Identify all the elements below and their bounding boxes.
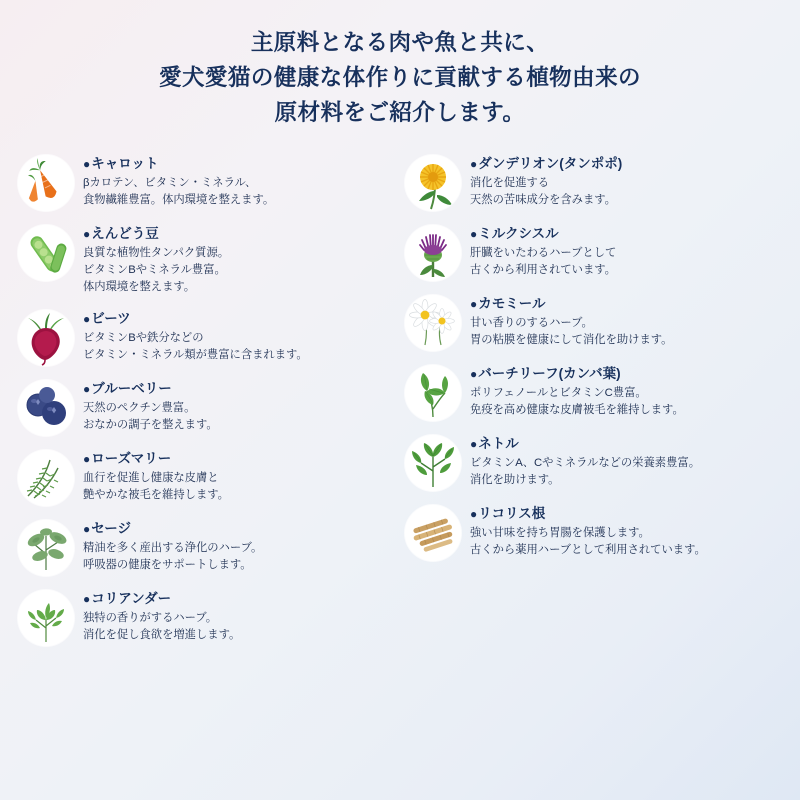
ingredient-description — [83, 175, 274, 209]
description-line: 艶やかな被毛を維持します。 — [83, 488, 229, 501]
ingredient-item — [18, 378, 399, 436]
ingredient-text — [470, 223, 616, 279]
ingredient-name — [83, 590, 240, 608]
ingredient-name — [470, 155, 622, 173]
ingredient-name — [83, 155, 274, 173]
bullet-icon: ● — [470, 366, 478, 381]
ingredient-name-label: セージ — [91, 520, 131, 536]
page-title — [0, 0, 800, 131]
description-line: 消化を促し食欲を増進します。 — [83, 628, 241, 641]
description-line: ビタミンBやミネラル豊富。 — [83, 263, 226, 276]
ingredient-item — [405, 363, 786, 421]
left-column — [18, 153, 399, 800]
ingredient-text — [83, 308, 308, 364]
ingredient-name-label: バーチリーフ(カンバ葉) — [478, 365, 621, 381]
ingredient-name-label: リコリス根 — [478, 505, 546, 521]
description-line: 血行を促進し健康な皮膚と — [83, 471, 219, 484]
ingredient-item — [405, 293, 786, 351]
bullet-icon: ● — [470, 296, 478, 311]
ingredient-item — [18, 153, 399, 211]
headline-line-1: 主原料となる肉や魚と共に、 — [250, 30, 550, 55]
ingredient-description — [470, 245, 616, 279]
ingredient-item — [405, 503, 786, 561]
beet-icon — [18, 310, 74, 366]
ingredient-name-label: えんどう豆 — [91, 225, 159, 241]
ingredient-text — [83, 518, 262, 574]
ingredient-name — [470, 365, 684, 383]
description-line: 独特の香りがするハーブ。 — [83, 611, 218, 624]
description-line: 肝臓をいたわるハーブとして — [470, 246, 617, 259]
ingredient-text — [470, 503, 706, 559]
ingredient-name — [83, 310, 308, 328]
blueberry-icon — [18, 380, 74, 436]
description-line: 精油を多く産出する浄化のハーブ。 — [83, 541, 263, 554]
ingredient-description — [83, 540, 262, 574]
ingredient-text — [83, 448, 229, 504]
ingredient-name-label: ダンデリオン(タンポポ) — [478, 155, 623, 171]
ingredient-name-label: ミルクシスル — [478, 225, 559, 241]
ingredient-text — [83, 223, 229, 296]
ingredient-name — [83, 380, 218, 398]
ingredient-text — [470, 153, 622, 209]
ingredient-description — [470, 385, 684, 419]
bullet-icon: ● — [470, 156, 478, 171]
ingredient-name-label: コリアンダー — [91, 590, 172, 606]
ingredient-name-label: キャロット — [91, 155, 159, 171]
description-line: 免疫を高め健康な皮膚被毛を維持します。 — [470, 403, 684, 416]
licorice-root-icon — [405, 505, 461, 561]
ingredient-description — [470, 525, 706, 559]
ingredient-name — [470, 505, 706, 523]
milk-thistle-icon — [405, 225, 461, 281]
ingredient-text — [470, 293, 672, 349]
headline-line-3: 原材料をご紹介します。 — [274, 99, 526, 125]
ingredient-name-label: カモミール — [478, 295, 546, 311]
ingredient-name — [470, 435, 700, 453]
ingredient-item — [405, 153, 786, 211]
birch-leaf-icon — [405, 365, 461, 421]
ingredient-name — [470, 225, 616, 243]
ingredient-description — [470, 455, 700, 489]
ingredient-name-label: ブルーベリー — [91, 380, 172, 396]
ingredient-item — [18, 448, 399, 506]
carrot-icon — [18, 155, 74, 211]
ingredient-columns — [0, 153, 800, 800]
sage-icon — [18, 520, 74, 576]
ingredient-name — [83, 450, 229, 468]
bullet-icon: ● — [470, 226, 478, 241]
ingredient-text — [83, 378, 218, 434]
description-line: 古くから利用されています。 — [470, 263, 616, 276]
dandelion-icon — [405, 155, 461, 211]
ingredient-description — [470, 315, 672, 349]
bullet-icon: ● — [83, 226, 91, 241]
ingredient-description — [83, 330, 308, 364]
ingredient-item — [18, 308, 399, 366]
ingredient-name — [83, 520, 262, 538]
description-line: 消化を助けます。 — [470, 473, 560, 486]
description-line: ビタミンBや鉄分などの — [83, 331, 204, 344]
description-line: 食物繊維豊富。体内環境を整えます。 — [83, 193, 275, 206]
ingredient-text — [83, 588, 240, 644]
ingredient-description — [470, 175, 622, 209]
description-line: βカロテン、ビタミン・ミネラル、 — [83, 176, 257, 189]
description-line: 消化を促進する — [470, 176, 550, 189]
ingredient-description — [83, 400, 218, 434]
ingredient-text — [470, 363, 684, 419]
description-line: 強い甘味を持ち胃腸を保護します。 — [470, 526, 650, 539]
bullet-icon: ● — [83, 591, 91, 606]
nettle-icon — [405, 435, 461, 491]
ingredient-description — [83, 245, 229, 296]
chamomile-icon — [405, 295, 461, 351]
bullet-icon: ● — [83, 521, 91, 536]
description-line: 甘い香りのするハーブ。 — [470, 316, 593, 329]
description-line: 体内環境を整えます。 — [83, 280, 196, 293]
ingredient-item — [18, 588, 399, 646]
ingredient-name-label: ネトル — [478, 435, 519, 451]
ingredient-name — [83, 225, 229, 243]
description-line: 古くから薬用ハーブとして利用されています。 — [470, 543, 706, 556]
description-line: ビタミンA、Cやミネラルなどの栄養素豊富。 — [470, 456, 700, 469]
ingredient-name-label: ローズマリー — [91, 450, 172, 466]
ingredient-description — [83, 470, 229, 504]
ingredient-name — [470, 295, 672, 313]
description-line: おなかの調子を整えます。 — [83, 418, 218, 431]
description-line: 天然のペクチン豊富。 — [83, 401, 196, 414]
ingredient-name-label: ビーツ — [91, 310, 131, 326]
bullet-icon: ● — [470, 506, 478, 521]
ingredient-text — [83, 153, 274, 209]
bullet-icon: ● — [83, 381, 91, 396]
headline-line-2: 愛犬愛猫の健康な体作りに貢献する植物由来の — [159, 64, 641, 90]
bullet-icon: ● — [470, 436, 478, 451]
coriander-icon — [18, 590, 74, 646]
ingredient-item — [405, 433, 786, 491]
description-line: 天然の苦味成分を含みます。 — [470, 193, 616, 206]
ingredient-item — [18, 518, 399, 576]
description-line: ビタミン・ミネラル類が豊富に含まれます。 — [83, 348, 308, 361]
bullet-icon: ● — [83, 451, 91, 466]
bullet-icon: ● — [83, 311, 91, 326]
ingredient-item — [18, 223, 399, 296]
description-line: ポリフェノールとビタミンC豊富。 — [470, 386, 647, 399]
ingredient-description — [83, 610, 240, 644]
ingredient-text — [470, 433, 700, 489]
rosemary-icon — [18, 450, 74, 506]
right-column — [405, 153, 786, 800]
ingredient-item — [405, 223, 786, 281]
bullet-icon: ● — [83, 156, 91, 171]
pea-icon — [18, 225, 74, 281]
description-line: 良質な植物性タンパク質源。 — [83, 246, 230, 259]
description-line: 呼吸器の健康をサポートします。 — [83, 558, 252, 571]
description-line: 胃の粘膜を健康にして消化を助けます。 — [470, 333, 673, 346]
